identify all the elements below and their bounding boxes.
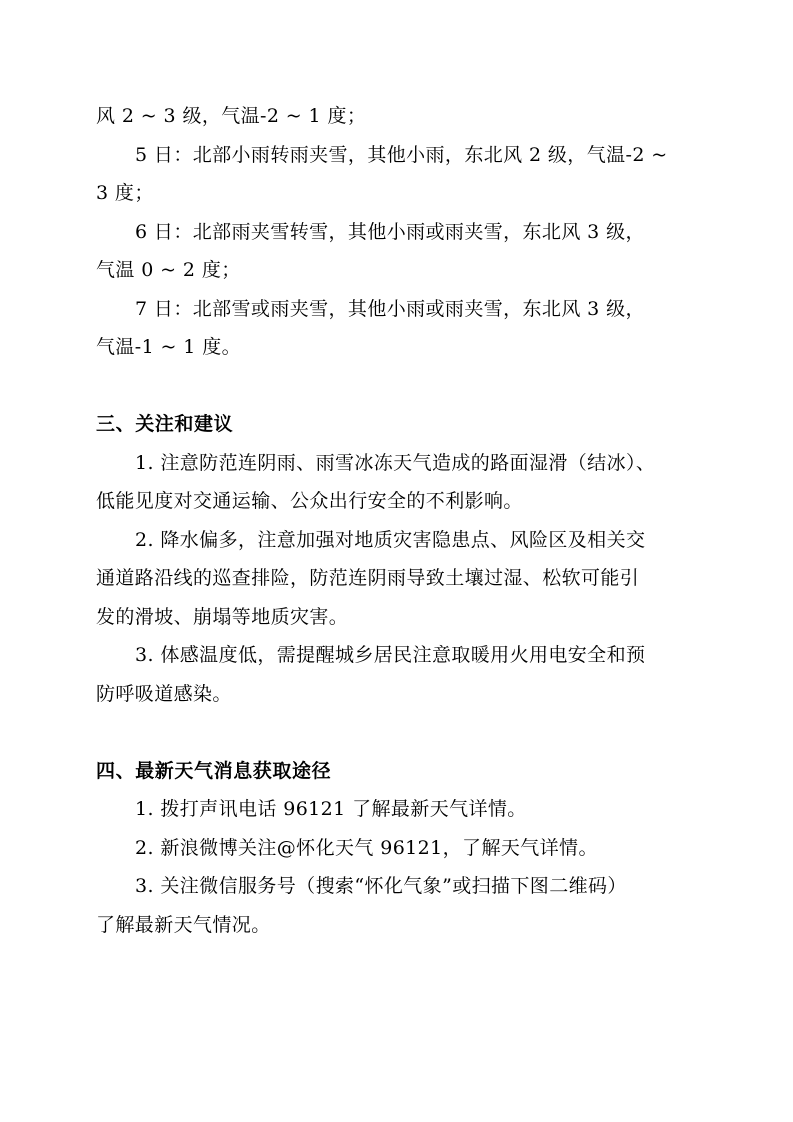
section-heading-channels: 四、最新天气消息获取途径 bbox=[96, 760, 332, 782]
advice-item3-line2: 防呼吸道感染。 bbox=[96, 683, 232, 705]
forecast-day5-line1: 5 日：北部小雨转雨夹雪，其他小雨，东北风 2 级，气温-2 ~ bbox=[135, 144, 668, 166]
forecast-day5-line2: 3 度； bbox=[96, 182, 154, 204]
forecast-day7-line1: 7 日：北部雪或雨夹雪，其他小雨或雨夹雪，东北风 3 级， bbox=[135, 298, 645, 320]
channel-item3-line1: 3. 关注微信服务号（搜索“怀化气象”或扫描下图二维码） bbox=[135, 875, 627, 897]
forecast-day7-line2: 气温-1 ~ 1 度。 bbox=[96, 336, 242, 358]
advice-item3-line1: 3. 体感温度低，需提醒城乡居民注意取暖用火用电安全和预 bbox=[135, 644, 646, 666]
advice-item1-line2: 低能见度对交通运输、公众出行安全的不利影响。 bbox=[96, 490, 523, 512]
forecast-day6-line1: 6 日：北部雨夹雪转雪，其他小雨或雨夹雪，东北风 3 级， bbox=[135, 221, 645, 243]
channel-item3-line2: 了解最新天气情况。 bbox=[96, 914, 271, 936]
advice-item2-line1: 2. 降水偏多，注意加强对地质灾害隐患点、风险区及相关交 bbox=[135, 529, 646, 551]
forecast-day6-line2: 气温 0 ~ 2 度； bbox=[96, 259, 241, 281]
advice-item1-line1: 1. 注意防范连阴雨、雨雪冰冻天气造成的路面湿滑（结冰）、 bbox=[135, 452, 656, 474]
section-heading-advice: 三、关注和建议 bbox=[96, 413, 234, 435]
channel-item2: 2. 新浪微博关注@怀化天气 96121，了解天气详情。 bbox=[135, 837, 598, 859]
advice-item2-line3: 发的滑坡、崩塌等地质灾害。 bbox=[96, 606, 349, 628]
channel-item1: 1. 拨打声讯电话 96121 了解最新天气详情。 bbox=[135, 798, 527, 820]
weather-line-wind: 风 2 ~ 3 级，气温-2 ~ 1 度； bbox=[96, 105, 367, 127]
advice-item2-line2: 通道路沿线的巡查排险，防范连阴雨导致土壤过湿、松软可能引 bbox=[96, 567, 640, 589]
